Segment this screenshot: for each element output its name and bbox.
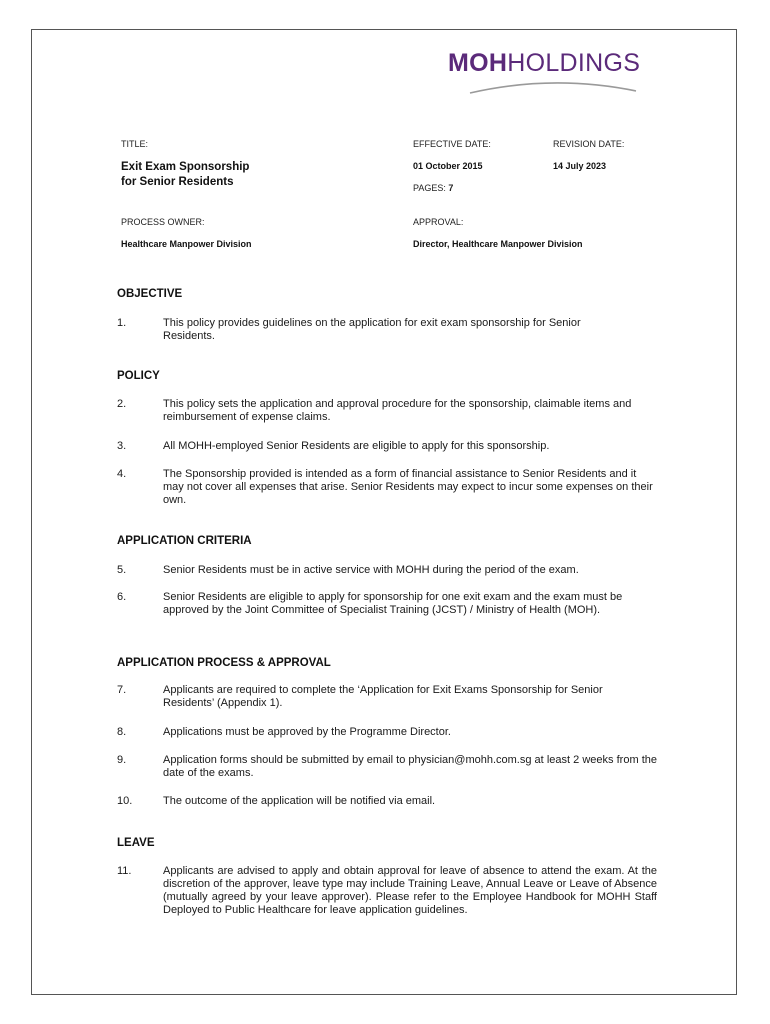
effective-date-value: 01 October 2015	[413, 161, 483, 171]
approval-value: Director, Healthcare Manpower Division	[413, 239, 583, 249]
moh-holdings-logo	[448, 48, 663, 98]
process-owner-value: Healthcare Manpower Division	[121, 239, 252, 249]
process-owner-label: PROCESS OWNER:	[121, 217, 205, 227]
logo-wordmark: MOHHOLDINGS	[448, 49, 641, 77]
logo-swoosh-icon	[468, 76, 638, 96]
section-heading-criteria: APPLICATION CRITERIA	[117, 535, 252, 547]
section-heading-process: APPLICATION PROCESS & APPROVAL	[117, 657, 331, 669]
approval-label: APPROVAL:	[413, 217, 464, 227]
pages-field: PAGES: 7	[413, 183, 454, 193]
effective-date-label: EFFECTIVE DATE:	[413, 139, 491, 149]
title-label: TITLE:	[121, 139, 149, 149]
revision-date-value: 14 July 2023	[553, 161, 607, 171]
section-heading-policy: POLICY	[117, 370, 160, 382]
section-heading-leave: LEAVE	[117, 837, 155, 849]
section-heading-objective: OBJECTIVE	[117, 288, 183, 300]
document-title: Exit Exam Sponsorship for Senior Residents	[121, 161, 250, 188]
revision-date-label: REVISION DATE:	[553, 139, 625, 149]
